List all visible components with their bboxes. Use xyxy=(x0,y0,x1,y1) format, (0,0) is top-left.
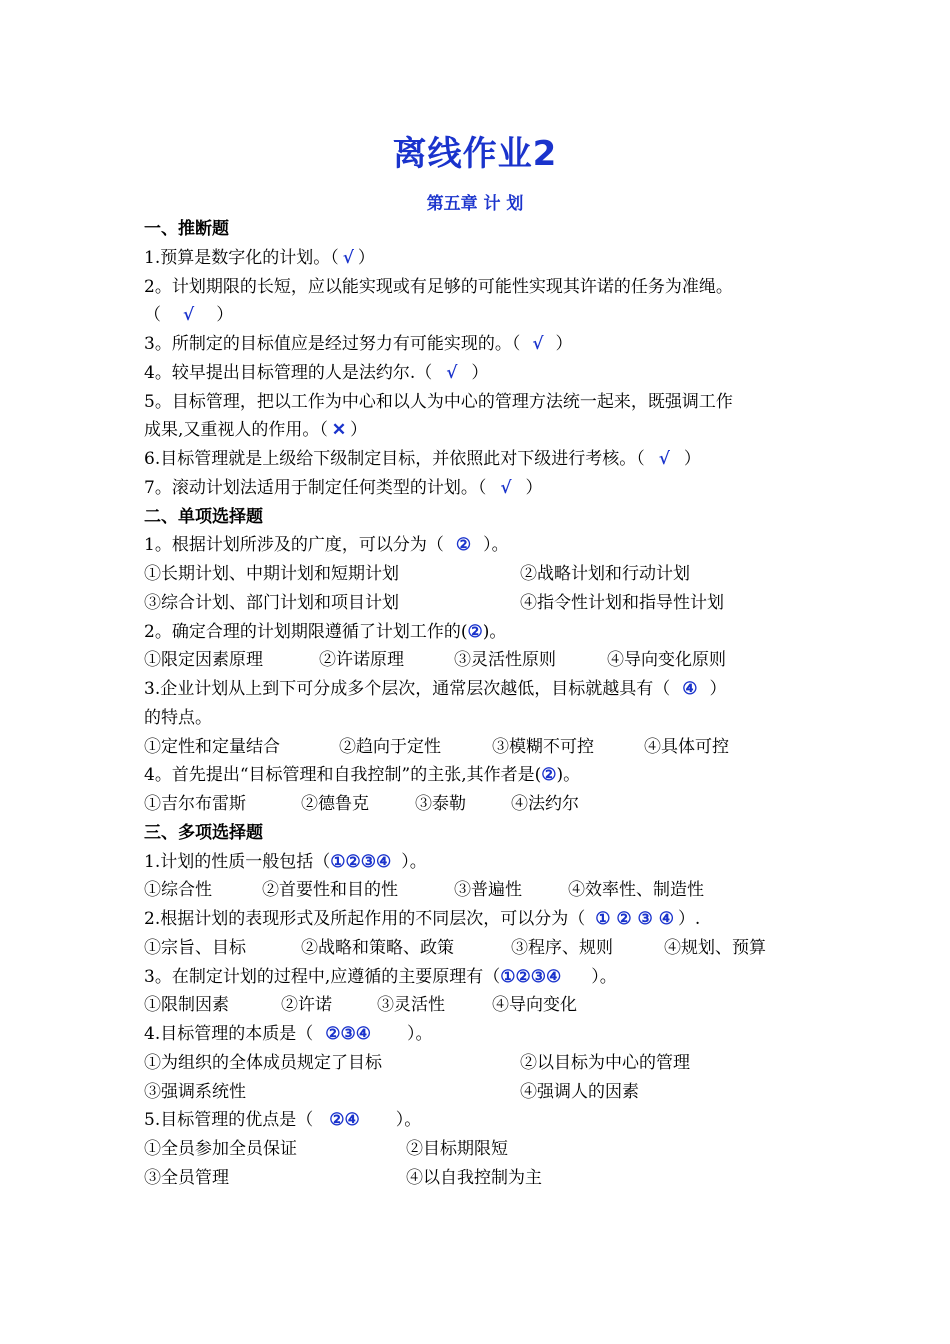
option-3: ③灵活性 xyxy=(377,995,445,1016)
answer-mark: ✕ xyxy=(331,420,347,441)
question-text: 3。在制定计划的过程中,应遵循的主要原理有（ xyxy=(144,966,501,987)
option-4: ④效率性、制造性 xyxy=(568,880,704,901)
option-2: ②以目标为中心的管理 xyxy=(520,1052,690,1073)
single-q2-options xyxy=(144,646,824,675)
question-text: 5。目标管理，把以工作为中心和以人为中心的管理方法统一起来，既强调工作 xyxy=(144,391,733,412)
option-2: ②目标期限短 xyxy=(406,1139,508,1159)
option-3: ③模糊不可控 xyxy=(492,736,594,757)
option-2: ②许诺原理 xyxy=(319,650,404,671)
question-text: 1.预算是数字化的计划。（ xyxy=(144,247,339,268)
question-end: ）。 xyxy=(395,1110,422,1131)
page-title: 离线作业2 xyxy=(392,134,558,174)
multi-q5-options-row-1 xyxy=(144,1135,824,1164)
option-1: ①为组织的全体成员规定了目标 xyxy=(144,1052,382,1073)
answer-mark: ② xyxy=(541,765,557,786)
single-question-4 xyxy=(144,761,824,790)
chapter-title: 第五章 计 划 xyxy=(426,194,524,214)
judge-question-7 xyxy=(144,474,824,503)
question-end: ） xyxy=(683,449,701,469)
answer-mark: ④ xyxy=(682,679,698,699)
question-end: ）. xyxy=(677,909,701,929)
option-2: ②趋向于定性 xyxy=(339,736,441,757)
answer-mark: √ xyxy=(658,449,670,469)
single-question-3-cont: 的特点。 xyxy=(144,707,212,728)
question-text: 2。确定合理的计划期限遵循了计划工作的( xyxy=(144,621,468,642)
multi-q1-options xyxy=(144,876,824,905)
option-3: ③全员管理 xyxy=(144,1167,229,1188)
question-pre: （ xyxy=(144,305,161,326)
question-text: 3.企业计划从上到下可分成多个层次，通常层次越低，目标就越具有（ xyxy=(144,679,671,699)
option-2: ②首要性和目的性 xyxy=(262,880,398,901)
question-text: 5.目标管理的优点是（ xyxy=(144,1110,314,1131)
option-3: ③综合计划、部门计划和项目计划 xyxy=(144,592,399,613)
judge-question-5 xyxy=(144,388,824,417)
multi-question-1 xyxy=(144,848,824,877)
question-end: ） xyxy=(471,362,489,383)
question-end: ） xyxy=(709,679,727,699)
option-4: ④规划、预算 xyxy=(664,937,766,958)
judge-question-5-cont xyxy=(144,416,824,445)
question-end: )。 xyxy=(482,621,507,642)
section-heading-single: 二、单项选择题 xyxy=(144,506,263,527)
answer-mark: √ xyxy=(500,477,512,498)
question-text: 2。计划期限的长短，应以能实现或有足够的可能性实现其许诺的任务为准绳。 xyxy=(144,276,733,297)
question-text: 4。较早提出目标管理的人是法约尔.（ xyxy=(144,362,433,383)
option-1: ①吉尔布雷斯 xyxy=(144,794,246,814)
multi-q3-options xyxy=(144,991,824,1020)
answer-mark: ② xyxy=(467,621,483,642)
question-end: ） xyxy=(555,334,573,354)
question-end: ） xyxy=(216,305,234,326)
option-1: ①长期计划、中期计划和短期计划 xyxy=(144,564,399,584)
question-text: 4。首先提出“目标管理和自我控制”的主张,其作者是( xyxy=(144,765,542,786)
single-q4-options xyxy=(144,790,824,819)
multi-question-4 xyxy=(144,1020,824,1049)
multi-q2-options xyxy=(144,934,824,963)
option-2: ②德鲁克 xyxy=(301,794,369,814)
option-3: ③泰勒 xyxy=(415,794,466,814)
multi-q4-options-row-2 xyxy=(144,1078,824,1107)
option-1: ①宗旨、目标 xyxy=(144,937,246,958)
option-4: ④指令性计划和指导性计划 xyxy=(520,592,724,613)
question-end: ）。 xyxy=(401,851,427,872)
option-4: ④强调人的因素 xyxy=(520,1081,639,1102)
option-3: ③灵活性原则 xyxy=(454,650,556,671)
question-end: )。 xyxy=(556,765,581,786)
answer-mark: √ xyxy=(532,334,544,354)
question-text: 3。所制定的目标值应是经过努力有可能实现的。（ xyxy=(144,334,521,354)
single-question-2 xyxy=(144,618,824,647)
option-3: ③程序、规则 xyxy=(511,937,613,958)
question-text: 4.目标管理的本质是（ xyxy=(144,1024,314,1044)
question-end: ） xyxy=(357,247,375,268)
option-1: ①限定因素原理 xyxy=(144,650,263,671)
single-q3-options xyxy=(144,733,824,762)
multi-question-2 xyxy=(144,905,824,934)
judge-question-3 xyxy=(144,330,824,359)
answer-mark: √ xyxy=(342,247,354,268)
option-1: ①定性和定量结合 xyxy=(144,736,280,757)
option-2: ②战略计划和行动计划 xyxy=(520,564,690,584)
section-heading-judge: 一、推断题 xyxy=(144,219,229,239)
multi-question-5 xyxy=(144,1106,824,1135)
judge-question-2-answer xyxy=(144,301,824,330)
question-text: 6.目标管理就是上级给下级制定目标，并依照此对下级进行考核。（ xyxy=(144,449,645,469)
question-text-cont: 成果,又重视人的作用。（ xyxy=(144,420,328,441)
option-1: ①综合性 xyxy=(144,880,212,901)
answer-mark: ①②③④ xyxy=(500,966,562,987)
option-4: ④具体可控 xyxy=(644,736,729,757)
answer-mark: ① ② ③ ④ xyxy=(595,909,674,929)
multi-q4-options-row-1 xyxy=(144,1049,824,1078)
multi-question-3 xyxy=(144,963,824,992)
option-3: ③强调系统性 xyxy=(144,1081,246,1102)
option-4: ④导向变化 xyxy=(492,995,577,1016)
answer-mark: ②④ xyxy=(329,1110,360,1131)
option-4: ④以自我控制为主 xyxy=(406,1167,542,1188)
single-question-1 xyxy=(144,531,824,560)
document-body xyxy=(144,215,824,1193)
judge-question-4 xyxy=(144,359,824,388)
option-2: ②战略和策略、政策 xyxy=(301,937,454,958)
question-end: ）。 xyxy=(483,535,509,556)
answer-mark: √ xyxy=(183,305,195,326)
option-2: ②许诺 xyxy=(281,995,332,1016)
question-text: 1.计划的性质一般包括（ xyxy=(144,851,331,872)
option-4: ④法约尔 xyxy=(511,794,579,814)
single-q1-options-row-2 xyxy=(144,589,824,618)
judge-question-6 xyxy=(144,445,824,474)
judge-question-2 xyxy=(144,273,824,302)
question-end: ）。 xyxy=(591,966,617,987)
option-1: ①限制因素 xyxy=(144,995,229,1016)
question-text: 1。根据计划所涉及的广度，可以分为（ xyxy=(144,535,444,556)
single-q1-options-row-1 xyxy=(144,560,824,589)
judge-question-1 xyxy=(144,244,824,273)
answer-mark: ② xyxy=(455,535,472,556)
question-end: ）。 xyxy=(406,1024,433,1044)
answer-mark: ①②③④ xyxy=(330,851,392,872)
answer-mark: √ xyxy=(446,362,458,383)
question-text: 7。滚动计划法适用于制定任何类型的计划。（ xyxy=(144,477,487,498)
option-3: ③普遍性 xyxy=(454,880,522,901)
question-end: ） xyxy=(525,477,543,498)
question-text: 2.根据计划的表现形式及所起作用的不同层次，可以分为（ xyxy=(144,909,586,929)
single-question-3 xyxy=(144,675,824,704)
answer-mark: ②③④ xyxy=(325,1024,371,1044)
option-1: ①全员参加全员保证 xyxy=(144,1139,297,1159)
multi-q5-options-row-2 xyxy=(144,1164,824,1193)
section-heading-multi: 三、多项选择题 xyxy=(144,822,263,843)
question-end: ） xyxy=(350,420,368,441)
option-4: ④导向变化原则 xyxy=(607,650,726,671)
